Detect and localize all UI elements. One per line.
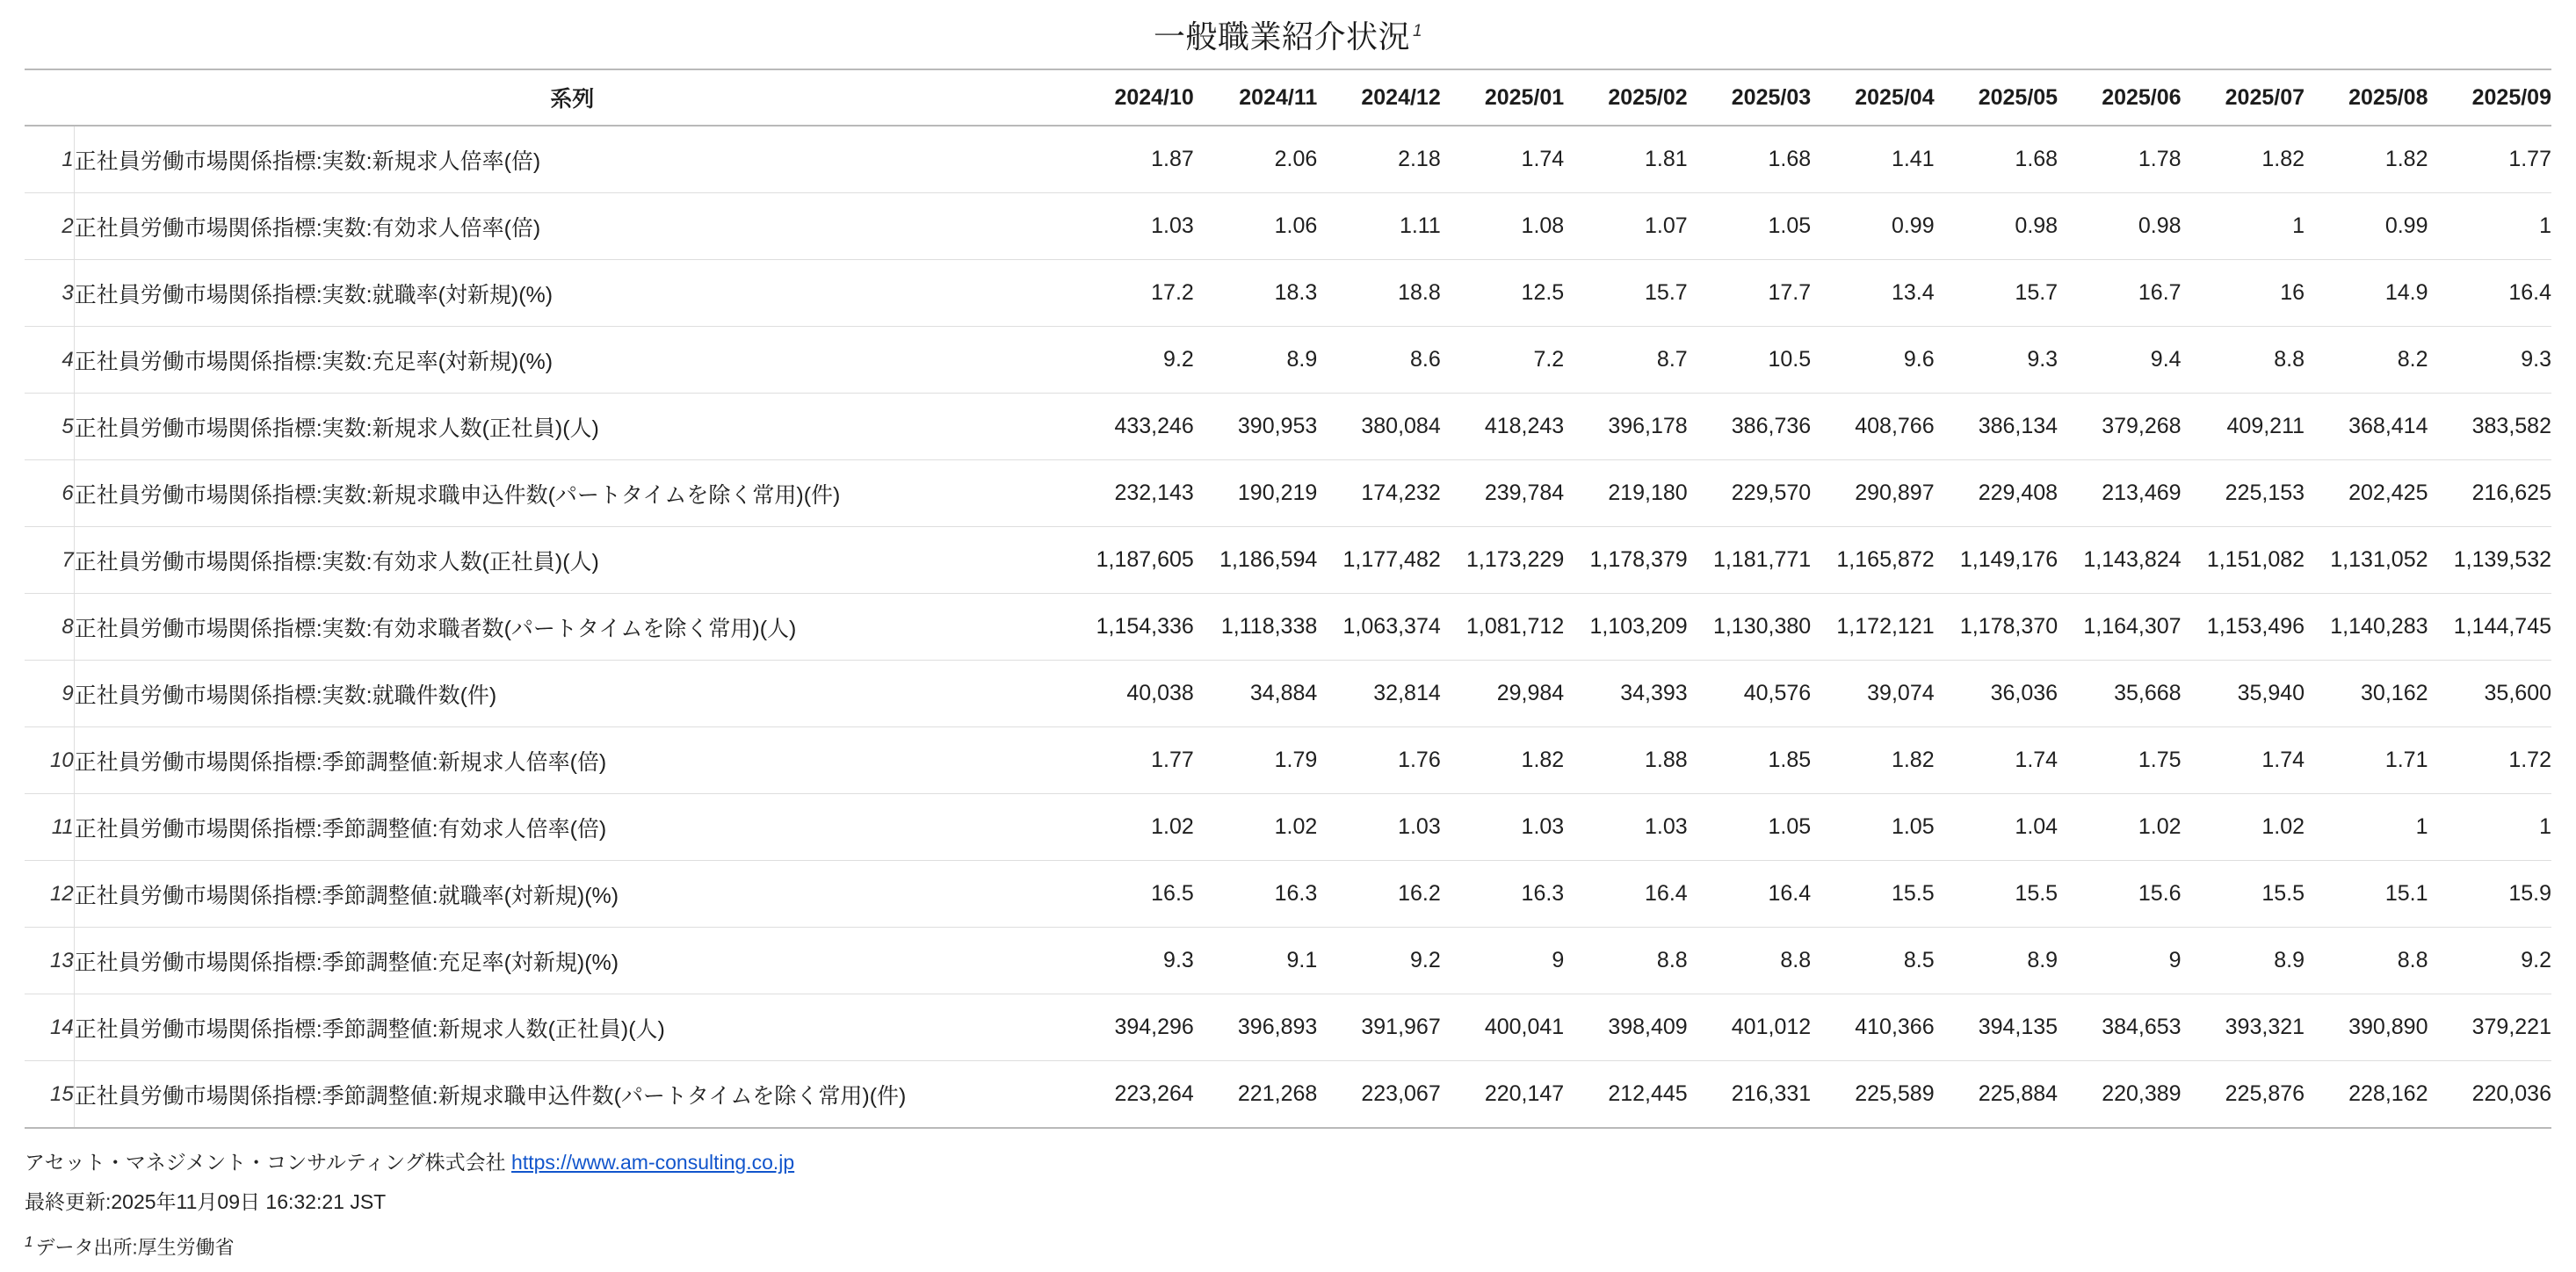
column-header-2024-10: 2024/10 bbox=[1070, 70, 1193, 126]
cell-value: 379,268 bbox=[2058, 394, 2181, 460]
footer bbox=[25, 1129, 2551, 1257]
column-header-index bbox=[25, 70, 74, 126]
cell-value: 394,135 bbox=[1935, 994, 2058, 1061]
cell-value: 16.4 bbox=[2428, 260, 2552, 327]
cell-value: 1,118,338 bbox=[1194, 594, 1317, 661]
cell-value: 8.7 bbox=[1564, 327, 1687, 394]
row-index: 14 bbox=[25, 994, 74, 1061]
cell-value: 229,408 bbox=[1935, 460, 2058, 527]
cell-value: 383,582 bbox=[2428, 394, 2552, 460]
cell-value: 225,876 bbox=[2182, 1061, 2305, 1129]
cell-value: 16.2 bbox=[1317, 861, 1440, 928]
cell-value: 433,246 bbox=[1070, 394, 1193, 460]
row-series-label: 正社員労働市場関係指標:季節調整値:就職率(対新規)(%) bbox=[74, 861, 1070, 928]
cell-value: 0.99 bbox=[1811, 193, 1934, 260]
cell-value: 174,232 bbox=[1317, 460, 1440, 527]
row-index: 5 bbox=[25, 394, 74, 460]
cell-value: 220,147 bbox=[1441, 1061, 1564, 1129]
column-header-2025-07: 2025/07 bbox=[2182, 70, 2305, 126]
cell-value: 8.8 bbox=[1564, 928, 1687, 994]
cell-value: 1.03 bbox=[1441, 794, 1564, 861]
cell-value: 1,177,482 bbox=[1317, 527, 1440, 594]
cell-value: 40,576 bbox=[1688, 661, 1811, 727]
cell-value: 290,897 bbox=[1811, 460, 1934, 527]
cell-value: 7.2 bbox=[1441, 327, 1564, 394]
cell-value: 1.08 bbox=[1441, 193, 1564, 260]
cell-value: 15.5 bbox=[1935, 861, 2058, 928]
cell-value: 1.74 bbox=[1935, 727, 2058, 794]
page-title bbox=[25, 0, 2551, 70]
cell-value: 379,221 bbox=[2428, 994, 2552, 1061]
cell-value: 1.78 bbox=[2058, 126, 2181, 193]
row-series-label: 正社員労働市場関係指標:実数:新規求人数(正社員)(人) bbox=[74, 394, 1070, 460]
cell-value: 1.81 bbox=[1564, 126, 1687, 193]
cell-value: 1.68 bbox=[1935, 126, 2058, 193]
row-index: 2 bbox=[25, 193, 74, 260]
table-row bbox=[25, 460, 2551, 527]
cell-value: 39,074 bbox=[1811, 661, 1934, 727]
cell-value: 1.68 bbox=[1688, 126, 1811, 193]
cell-value: 8.6 bbox=[1317, 327, 1440, 394]
column-header-2025-09: 2025/09 bbox=[2428, 70, 2552, 126]
cell-value: 0.99 bbox=[2305, 193, 2428, 260]
cell-value: 1 bbox=[2428, 794, 2552, 861]
cell-value: 1.02 bbox=[2182, 794, 2305, 861]
row-index: 3 bbox=[25, 260, 74, 327]
cell-value: 2.06 bbox=[1194, 126, 1317, 193]
cell-value: 1.77 bbox=[2428, 126, 2552, 193]
table-row bbox=[25, 794, 2551, 861]
cell-value: 1,186,594 bbox=[1194, 527, 1317, 594]
table-row bbox=[25, 193, 2551, 260]
row-index: 7 bbox=[25, 527, 74, 594]
cell-value: 1,181,771 bbox=[1688, 527, 1811, 594]
table-body bbox=[25, 126, 2551, 1128]
cell-value: 398,409 bbox=[1564, 994, 1687, 1061]
cell-value: 1.87 bbox=[1070, 126, 1193, 193]
cell-value: 8.8 bbox=[2305, 928, 2428, 994]
cell-value: 401,012 bbox=[1688, 994, 1811, 1061]
cell-value: 1,143,824 bbox=[2058, 527, 2181, 594]
cell-value: 1.82 bbox=[2182, 126, 2305, 193]
cell-value: 216,331 bbox=[1688, 1061, 1811, 1129]
cell-value: 8.9 bbox=[1194, 327, 1317, 394]
footer-company-url-link[interactable]: https://www.am-consulting.co.jp bbox=[511, 1151, 795, 1174]
cell-value: 1.03 bbox=[1564, 794, 1687, 861]
cell-value: 1.07 bbox=[1564, 193, 1687, 260]
row-index: 9 bbox=[25, 661, 74, 727]
cell-value: 1.74 bbox=[2182, 727, 2305, 794]
cell-value: 223,264 bbox=[1070, 1061, 1193, 1129]
cell-value: 409,211 bbox=[2182, 394, 2305, 460]
cell-value: 15.5 bbox=[1811, 861, 1934, 928]
cell-value: 1.71 bbox=[2305, 727, 2428, 794]
column-header-2025-06: 2025/06 bbox=[2058, 70, 2181, 126]
cell-value: 15.7 bbox=[1564, 260, 1687, 327]
cell-value: 1.05 bbox=[1811, 794, 1934, 861]
column-header-2025-08: 2025/08 bbox=[2305, 70, 2428, 126]
cell-value: 34,393 bbox=[1564, 661, 1687, 727]
cell-value: 15.5 bbox=[2182, 861, 2305, 928]
cell-value: 1,139,532 bbox=[2428, 527, 2552, 594]
cell-value: 1.02 bbox=[2058, 794, 2181, 861]
cell-value: 396,893 bbox=[1194, 994, 1317, 1061]
table-row bbox=[25, 861, 2551, 928]
column-header-2024-12: 2024/12 bbox=[1317, 70, 1440, 126]
cell-value: 16.3 bbox=[1194, 861, 1317, 928]
cell-value: 408,766 bbox=[1811, 394, 1934, 460]
cell-value: 225,884 bbox=[1935, 1061, 2058, 1129]
cell-value: 9.1 bbox=[1194, 928, 1317, 994]
cell-value: 9.3 bbox=[2428, 327, 2552, 394]
cell-value: 9.3 bbox=[1070, 928, 1193, 994]
column-header-2025-02: 2025/02 bbox=[1564, 70, 1687, 126]
row-series-label: 正社員労働市場関係指標:季節調整値:新規求職申込件数(パートタイムを除く常用)(件) bbox=[74, 1061, 1070, 1129]
cell-value: 36,036 bbox=[1935, 661, 2058, 727]
cell-value: 0.98 bbox=[1935, 193, 2058, 260]
cell-value: 9.2 bbox=[1070, 327, 1193, 394]
cell-value: 393,321 bbox=[2182, 994, 2305, 1061]
cell-value: 1.79 bbox=[1194, 727, 1317, 794]
cell-value: 35,668 bbox=[2058, 661, 2181, 727]
cell-value: 9.2 bbox=[1317, 928, 1440, 994]
cell-value: 1,172,121 bbox=[1811, 594, 1934, 661]
cell-value: 29,984 bbox=[1441, 661, 1564, 727]
table-row bbox=[25, 727, 2551, 794]
footer-company-line bbox=[25, 1143, 2551, 1182]
cell-value: 1.11 bbox=[1317, 193, 1440, 260]
cell-value: 16.4 bbox=[1688, 861, 1811, 928]
cell-value: 1.05 bbox=[1688, 794, 1811, 861]
cell-value: 15.9 bbox=[2428, 861, 2552, 928]
table-row bbox=[25, 594, 2551, 661]
cell-value: 1,178,379 bbox=[1564, 527, 1687, 594]
cell-value: 391,967 bbox=[1317, 994, 1440, 1061]
cell-value: 10.5 bbox=[1688, 327, 1811, 394]
row-series-label: 正社員労働市場関係指標:季節調整値:充足率(対新規)(%) bbox=[74, 928, 1070, 994]
cell-value: 1.05 bbox=[1688, 193, 1811, 260]
cell-value: 1,178,370 bbox=[1935, 594, 2058, 661]
data-table bbox=[25, 70, 2551, 1129]
cell-value: 35,940 bbox=[2182, 661, 2305, 727]
cell-value: 1.02 bbox=[1070, 794, 1193, 861]
cell-value: 8.9 bbox=[2182, 928, 2305, 994]
cell-value: 1.85 bbox=[1688, 727, 1811, 794]
cell-value: 1.82 bbox=[2305, 126, 2428, 193]
row-series-label: 正社員労働市場関係指標:実数:有効求職者数(パートタイムを除く常用)(人) bbox=[74, 594, 1070, 661]
cell-value: 16.4 bbox=[1564, 861, 1687, 928]
cell-value: 239,784 bbox=[1441, 460, 1564, 527]
cell-value: 1,103,209 bbox=[1564, 594, 1687, 661]
cell-value: 16.3 bbox=[1441, 861, 1564, 928]
row-series-label: 正社員労働市場関係指標:実数:就職件数(件) bbox=[74, 661, 1070, 727]
cell-value: 9.3 bbox=[1935, 327, 2058, 394]
cell-value: 2.18 bbox=[1317, 126, 1440, 193]
cell-value: 13.4 bbox=[1811, 260, 1934, 327]
cell-value: 221,268 bbox=[1194, 1061, 1317, 1129]
table-row bbox=[25, 394, 2551, 460]
row-series-label: 正社員労働市場関係指標:実数:充足率(対新規)(%) bbox=[74, 327, 1070, 394]
cell-value: 1.82 bbox=[1811, 727, 1934, 794]
row-index: 13 bbox=[25, 928, 74, 994]
cell-value: 1.04 bbox=[1935, 794, 2058, 861]
cell-value: 212,445 bbox=[1564, 1061, 1687, 1129]
cell-value: 1.06 bbox=[1194, 193, 1317, 260]
cell-value: 225,589 bbox=[1811, 1061, 1934, 1129]
cell-value: 223,067 bbox=[1317, 1061, 1440, 1129]
table-row bbox=[25, 661, 2551, 727]
cell-value: 220,036 bbox=[2428, 1061, 2552, 1129]
cell-value: 18.3 bbox=[1194, 260, 1317, 327]
table-row bbox=[25, 1061, 2551, 1129]
row-index: 15 bbox=[25, 1061, 74, 1129]
cell-value: 1,149,176 bbox=[1935, 527, 2058, 594]
cell-value: 1.03 bbox=[1070, 193, 1193, 260]
page-title-text bbox=[1154, 12, 1422, 57]
cell-value: 1,151,082 bbox=[2182, 527, 2305, 594]
table-row bbox=[25, 928, 2551, 994]
cell-value: 229,570 bbox=[1688, 460, 1811, 527]
cell-value: 0.98 bbox=[2058, 193, 2181, 260]
cell-value: 34,884 bbox=[1194, 661, 1317, 727]
cell-value: 40,038 bbox=[1070, 661, 1193, 727]
cell-value: 9 bbox=[2058, 928, 2181, 994]
cell-value: 14.9 bbox=[2305, 260, 2428, 327]
cell-value: 228,162 bbox=[2305, 1061, 2428, 1129]
cell-value: 15.1 bbox=[2305, 861, 2428, 928]
cell-value: 17.2 bbox=[1070, 260, 1193, 327]
cell-value: 8.5 bbox=[1811, 928, 1934, 994]
row-index: 12 bbox=[25, 861, 74, 928]
cell-value: 9.6 bbox=[1811, 327, 1934, 394]
cell-value: 394,296 bbox=[1070, 994, 1193, 1061]
table-header-row bbox=[25, 70, 2551, 126]
cell-value: 8.8 bbox=[1688, 928, 1811, 994]
cell-value: 1,130,380 bbox=[1688, 594, 1811, 661]
footer-footnote bbox=[25, 1222, 2551, 1257]
table-row bbox=[25, 260, 2551, 327]
cell-value: 1.77 bbox=[1070, 727, 1193, 794]
cell-value: 1,173,229 bbox=[1441, 527, 1564, 594]
cell-value: 8.9 bbox=[1935, 928, 2058, 994]
cell-value: 225,153 bbox=[2182, 460, 2305, 527]
cell-value: 202,425 bbox=[2305, 460, 2428, 527]
cell-value: 9.4 bbox=[2058, 327, 2181, 394]
page-title-label: 一般職業紹介状況 bbox=[1153, 18, 1410, 54]
column-header-2025-01: 2025/01 bbox=[1441, 70, 1564, 126]
cell-value: 390,890 bbox=[2305, 994, 2428, 1061]
cell-value: 32,814 bbox=[1317, 661, 1440, 727]
cell-value: 396,178 bbox=[1564, 394, 1687, 460]
cell-value: 220,389 bbox=[2058, 1061, 2181, 1129]
cell-value: 1,153,496 bbox=[2182, 594, 2305, 661]
cell-value: 30,162 bbox=[2305, 661, 2428, 727]
cell-value: 386,134 bbox=[1935, 394, 2058, 460]
row-index: 11 bbox=[25, 794, 74, 861]
table-row bbox=[25, 527, 2551, 594]
cell-value: 1 bbox=[2428, 193, 2552, 260]
cell-value: 386,736 bbox=[1688, 394, 1811, 460]
cell-value: 1.02 bbox=[1194, 794, 1317, 861]
cell-value: 1,140,283 bbox=[2305, 594, 2428, 661]
row-series-label: 正社員労働市場関係指標:季節調整値:有効求人倍率(倍) bbox=[74, 794, 1070, 861]
cell-value: 8.8 bbox=[2182, 327, 2305, 394]
footnote-mark: 1 bbox=[25, 1233, 33, 1250]
cell-value: 1,081,712 bbox=[1441, 594, 1564, 661]
table-row bbox=[25, 126, 2551, 193]
cell-value: 368,414 bbox=[2305, 394, 2428, 460]
cell-value: 410,366 bbox=[1811, 994, 1934, 1061]
cell-value: 400,041 bbox=[1441, 994, 1564, 1061]
table-row bbox=[25, 327, 2551, 394]
cell-value: 1.75 bbox=[2058, 727, 2181, 794]
cell-value: 390,953 bbox=[1194, 394, 1317, 460]
cell-value: 8.2 bbox=[2305, 327, 2428, 394]
cell-value: 232,143 bbox=[1070, 460, 1193, 527]
cell-value: 35,600 bbox=[2428, 661, 2552, 727]
cell-value: 1 bbox=[2182, 193, 2305, 260]
cell-value: 219,180 bbox=[1564, 460, 1687, 527]
cell-value: 418,243 bbox=[1441, 394, 1564, 460]
cell-value: 16.7 bbox=[2058, 260, 2181, 327]
cell-value: 15.7 bbox=[1935, 260, 2058, 327]
cell-value: 18.8 bbox=[1317, 260, 1440, 327]
cell-value: 190,219 bbox=[1194, 460, 1317, 527]
cell-value: 16.5 bbox=[1070, 861, 1193, 928]
cell-value: 213,469 bbox=[2058, 460, 2181, 527]
cell-value: 1,131,052 bbox=[2305, 527, 2428, 594]
cell-value: 1,144,745 bbox=[2428, 594, 2552, 661]
cell-value: 216,625 bbox=[2428, 460, 2552, 527]
row-series-label: 正社員労働市場関係指標:実数:有効求人倍率(倍) bbox=[74, 193, 1070, 260]
row-index: 6 bbox=[25, 460, 74, 527]
row-index: 4 bbox=[25, 327, 74, 394]
cell-value: 9.2 bbox=[2428, 928, 2552, 994]
cell-value: 1.41 bbox=[1811, 126, 1934, 193]
cell-value: 1.82 bbox=[1441, 727, 1564, 794]
cell-value: 1.72 bbox=[2428, 727, 2552, 794]
cell-value: 1.88 bbox=[1564, 727, 1687, 794]
row-series-label: 正社員労働市場関係指標:実数:有効求人数(正社員)(人) bbox=[74, 527, 1070, 594]
cell-value: 1,154,336 bbox=[1070, 594, 1193, 661]
cell-value: 380,084 bbox=[1317, 394, 1440, 460]
cell-value: 17.7 bbox=[1688, 260, 1811, 327]
footer-company-name: アセット・マネジメント・コンサルティング株式会社 bbox=[25, 1151, 506, 1174]
row-index: 1 bbox=[25, 126, 74, 193]
cell-value: 1,187,605 bbox=[1070, 527, 1193, 594]
column-header-2025-04: 2025/04 bbox=[1811, 70, 1934, 126]
column-header-2025-03: 2025/03 bbox=[1688, 70, 1811, 126]
cell-value: 1 bbox=[2305, 794, 2428, 861]
column-header-2024-11: 2024/11 bbox=[1194, 70, 1317, 126]
cell-value: 12.5 bbox=[1441, 260, 1564, 327]
row-series-label: 正社員労働市場関係指標:実数:新規求人倍率(倍) bbox=[74, 126, 1070, 193]
column-header-2025-05: 2025/05 bbox=[1935, 70, 2058, 126]
row-series-label: 正社員労働市場関係指標:実数:新規求職申込件数(パートタイムを除く常用)(件) bbox=[74, 460, 1070, 527]
row-series-label: 正社員労働市場関係指標:季節調整値:新規求人数(正社員)(人) bbox=[74, 994, 1070, 1061]
cell-value: 1,164,307 bbox=[2058, 594, 2181, 661]
cell-value: 1.03 bbox=[1317, 794, 1440, 861]
cell-value: 1.74 bbox=[1441, 126, 1564, 193]
cell-value: 16 bbox=[2182, 260, 2305, 327]
footer-last-updated: 最終更新:2025年11月09日 16:32:21 JST bbox=[25, 1190, 387, 1213]
row-series-label: 正社員労働市場関係指標:季節調整値:新規求人倍率(倍) bbox=[74, 727, 1070, 794]
cell-value: 1,165,872 bbox=[1811, 527, 1934, 594]
column-header-series: 系列 bbox=[74, 70, 1070, 126]
cell-value: 1.76 bbox=[1317, 727, 1440, 794]
row-series-label: 正社員労働市場関係指標:実数:就職率(対新規)(%) bbox=[74, 260, 1070, 327]
cell-value: 9 bbox=[1441, 928, 1564, 994]
title-footnote-mark: 1 bbox=[1412, 21, 1423, 40]
row-index: 8 bbox=[25, 594, 74, 661]
footnote-text: データ出所:厚生労働省 bbox=[35, 1236, 235, 1259]
cell-value: 15.6 bbox=[2058, 861, 2181, 928]
table-row bbox=[25, 994, 2551, 1061]
cell-value: 1,063,374 bbox=[1317, 594, 1440, 661]
cell-value: 384,653 bbox=[2058, 994, 2181, 1061]
table-header bbox=[25, 70, 2551, 126]
row-index: 10 bbox=[25, 727, 74, 794]
